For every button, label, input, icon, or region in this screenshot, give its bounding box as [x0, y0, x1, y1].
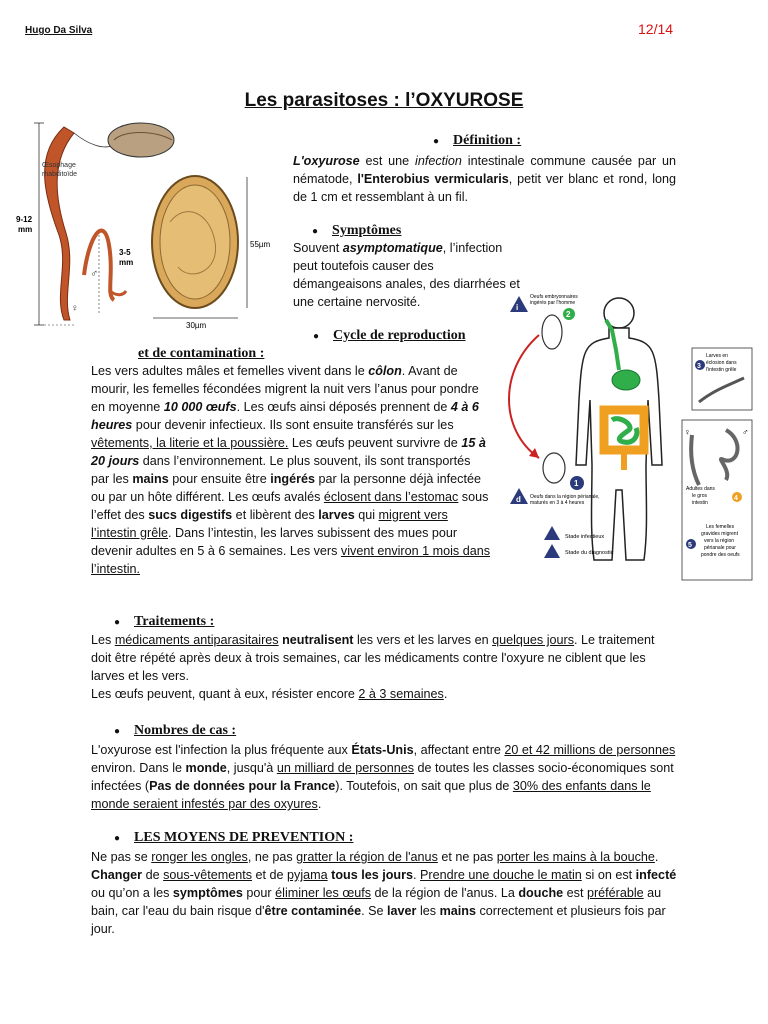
egg-height-label: 55µm: [250, 240, 271, 249]
svg-text:1: 1: [574, 479, 579, 488]
svg-text:4: 4: [734, 495, 738, 502]
svg-text:rhabditoïde: rhabditoïde: [42, 171, 78, 178]
svg-text:Oeufs dans la région périanale: Oeufs dans la région périanale,: [530, 494, 600, 500]
svg-text:Stade infectieux: Stade infectieux: [565, 534, 605, 540]
symptoms-heading: ● Symptômes: [312, 223, 402, 238]
bullet-icon: ●: [114, 833, 121, 844]
worm-head-zoom: [108, 123, 174, 157]
legend-diagnostic-icon: [544, 544, 560, 558]
svg-text:♂: ♂: [742, 427, 749, 437]
svg-text:Les femelles: Les femelles: [706, 524, 735, 530]
stomach: [612, 370, 640, 390]
svg-text:Larves en: Larves en: [706, 353, 728, 359]
cases-text: L'oxyurose est l'infection la plus fréquente aux États-Unis, affectant entre 20 et 42 millions de personnes environ. Dans le monde, jusqu'à un milliard de personnes de toutes les classes socio-économiques sont infectées (Pas de données pour la France). Toutefois, on sait que plus de 30% des enfants dans le monde seraient infestés par des oxyures.: [91, 743, 676, 811]
svg-text:intestin: intestin: [692, 500, 708, 506]
marker-infective-icon: [510, 296, 528, 312]
svg-text:maturés en 3 à 4 heures: maturés en 3 à 4 heures: [530, 500, 585, 506]
female-symbol: ♀: [71, 303, 79, 314]
svg-text:d: d: [516, 495, 521, 504]
life-cycle-diagram: [494, 290, 762, 590]
bullet-icon: ●: [312, 226, 319, 237]
egg-ingested: [542, 315, 562, 349]
svg-text:mm: mm: [119, 258, 134, 267]
cycle-heading-line2: et de contamination :: [138, 346, 265, 361]
svg-text:périanale pour: périanale pour: [704, 545, 736, 551]
page-number: 12/14: [638, 21, 674, 37]
author-name: Hugo Da Silva: [25, 25, 93, 36]
svg-text:gravides migrent: gravides migrent: [701, 531, 738, 537]
definition-text: L'oxyurose est une infection intestinale commune causée par un nématode, l'Enterobius vermicularis, petit ver blanc et rond, long de 1 cm et ressemblant à un fil.: [293, 154, 677, 204]
bullet-icon: ●: [114, 726, 121, 737]
size-label-female: 9-12: [16, 215, 33, 224]
male-symbol: ♂: [90, 268, 99, 280]
symptoms-text: Souvent asymptomatique, l’infection peut toutefois causer des démangeaisons anales, des diarrhées et une certaine nervosité.: [293, 241, 520, 309]
svg-text:pondre des oeufs: pondre des oeufs: [701, 552, 740, 558]
svg-text:ingérés par l'homme: ingérés par l'homme: [530, 300, 576, 306]
label-oesophage: Œsophage: [42, 162, 76, 169]
page-title: Les parasitoses : l’OXYUROSE: [244, 90, 524, 111]
svg-text:vers la région: vers la région: [704, 538, 735, 544]
svg-text:Oeufs embryonnaires: Oeufs embryonnaires: [530, 294, 578, 300]
egg-illustration: [150, 172, 276, 332]
treatments-text: Les médicaments antiparasitaires neutralisent les vers et les larves en quelques jours. Le traitement doit être répété après deux à trois semaines, car les médicaments contre l'oxyure ne ciblent que les larves et les vers. Les œufs peuvent, quant à eux, résister encore 2 à 3 semaines.: [91, 633, 655, 701]
svg-text:éclosion dans: éclosion dans: [706, 360, 737, 366]
treatments-heading: ● Traitements :: [114, 614, 215, 629]
egg-perianal: [543, 453, 565, 483]
bullet-icon: ●: [433, 136, 440, 147]
svg-text:i: i: [516, 303, 519, 312]
legend-infective-icon: [544, 526, 560, 540]
svg-text:mm: mm: [18, 225, 33, 234]
svg-text:Adultes dans: Adultes dans: [686, 486, 715, 492]
bullet-icon: ●: [313, 331, 320, 342]
egg-width-label: 30µm: [186, 321, 207, 330]
svg-text:♀: ♀: [684, 427, 691, 437]
cases-heading: ● Nombres de cas :: [114, 723, 237, 738]
definition-heading: ● Définition :: [433, 133, 522, 148]
contamination-arrow: [509, 335, 539, 458]
svg-text:l'intestin grêle: l'intestin grêle: [706, 367, 737, 373]
cycle-text: Les vers adultes mâles et femelles vivent dans le côlon. Avant de mourir, les femelles fécondées migrent la nuit vers l’anus pour pondre en moyenne 10 000 œufs. Les œufs ainsi déposés prennent de 4 à 6 heures pour devenir infectieux. Ils sont ensuite transférés sur les vêtements, la literie et la poussière. Les œufs peuvent survivre de 15 à 20 jours dans l’environnement. Le plus souvent, ils sont transportés par les mains pour ensuite être ingérés par la personne déjà infectée ou par un hôte différent. Les œufs avalés éclosent dans l’estomac sous l’effet des sucs digestifs et libèrent des larves qui migrent vers l’intestin grêle. Dans l’intestin, les larves subissent des mues pour devenir adultes en 5 à 6 semaines. Les vers vivent environ 1 mois dans l’intestin.: [91, 364, 491, 576]
svg-text:2: 2: [566, 310, 571, 319]
bullet-icon: ●: [114, 617, 121, 628]
svg-text:3: 3: [697, 363, 701, 370]
svg-text:Stade du diagnostic: Stade du diagnostic: [565, 550, 614, 556]
cycle-heading: ● Cycle de reproduction: [313, 328, 466, 343]
female-worm: [45, 127, 74, 320]
svg-text:le gros: le gros: [692, 493, 708, 499]
size-label-male: 3-5: [119, 248, 131, 257]
prevention-text: Ne pas se ronger les ongles, ne pas gratter la région de l'anus et ne pas porter les mains à la bouche. Changer de sous-vêtements et de pyjama tous les jours. Prendre une douche le matin si on est infecté ou qu’on a les symptômes pour éliminer les œufs de la région de l'anus. La douche est préférable au bain, car l'eau du bain risque d'être contaminée. Se laver les mains correctement et plusieurs fois par jour.: [91, 850, 677, 936]
svg-text:5: 5: [688, 542, 692, 549]
prevention-heading: ● LES MOYENS DE PREVENTION :: [114, 830, 354, 845]
